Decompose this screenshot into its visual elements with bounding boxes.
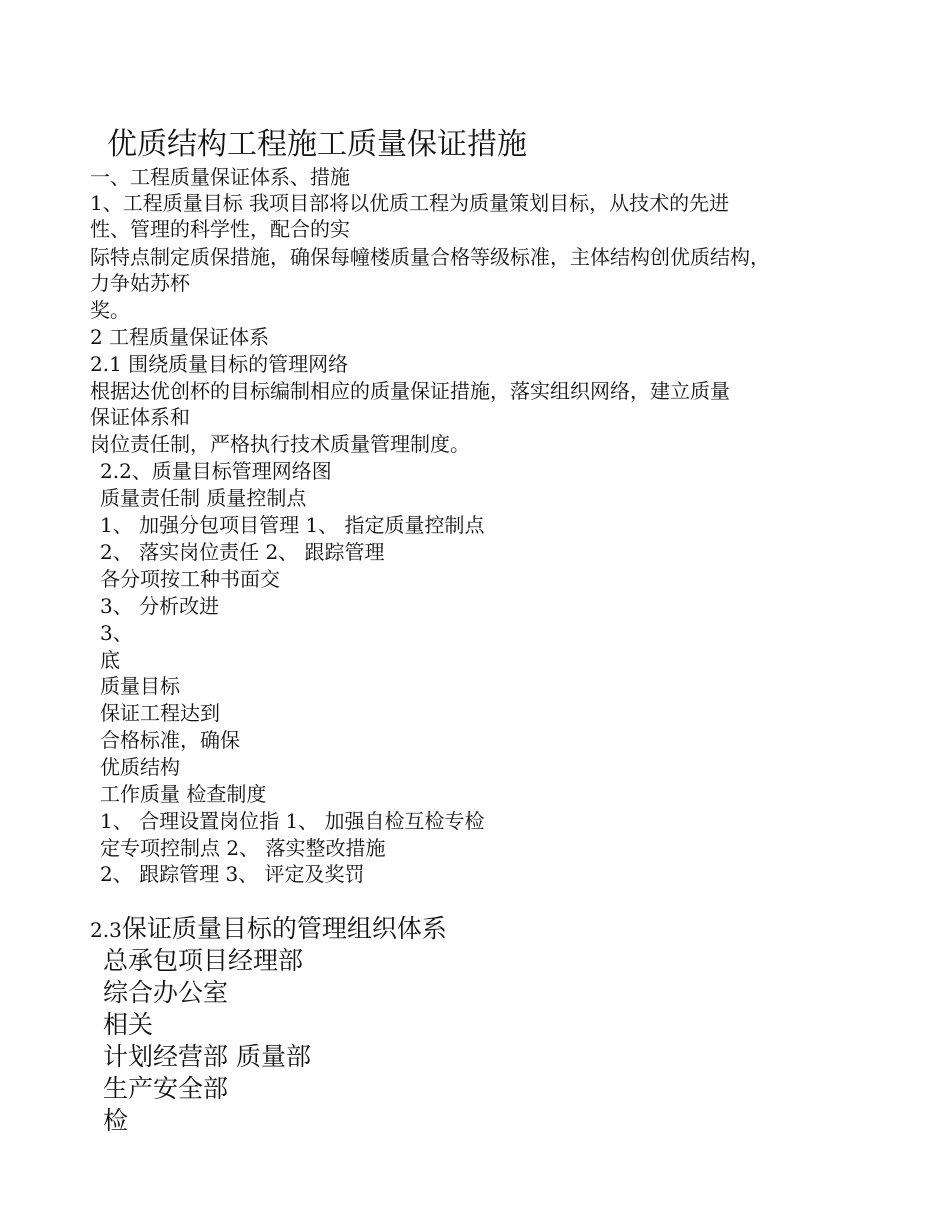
org-item: 相关	[103, 1010, 154, 1039]
paragraph-line: 力争姑苏杯	[90, 271, 190, 295]
paragraph-line: 1、工程质量目标 我项目部将以优质工程为质量策划目标，从技术的先进	[90, 191, 730, 215]
org-item: 计划经营部 质量部	[103, 1042, 311, 1071]
diagram-text-line: 2、 跟踪管理 3、 评定及奖罚	[100, 862, 365, 886]
section-heading-2-3	[90, 914, 447, 944]
section-number: 2.3	[90, 918, 122, 942]
diagram-text-line: 各分项按工种书面交	[100, 567, 280, 591]
diagram-text-line: 底	[100, 648, 120, 672]
diagram-text-line: 保证工程达到	[100, 701, 220, 725]
section-heading-1: 一、工程质量保证体系、措施	[90, 165, 350, 189]
diagram-text-line: 工作质量 检查制度	[100, 782, 267, 806]
diagram-text-line: 合格标准，确保	[100, 728, 240, 752]
diagram-text-line: 3、	[100, 621, 133, 645]
diagram-text-line: 3、 分析改进	[100, 594, 220, 618]
section-heading-2-2: 2.2、质量目标管理网络图	[100, 459, 332, 483]
page-title: 优质结构工程施工质量保证措施	[107, 127, 527, 162]
diagram-text-line: 1、 加强分包项目管理 1、 指定质量控制点	[100, 513, 485, 537]
paragraph-line: 际特点制定质保措施，确保每幢楼质量合格等级标准，主体结构创优质结构，	[90, 245, 770, 269]
paragraph-line: 根据达优创杯的目标编制相应的质量保证措施，落实组织网络，建立质量	[90, 379, 730, 403]
section-heading-2: 2 工程质量保证体系	[90, 325, 270, 349]
diagram-text-line: 质量责任制 质量控制点	[100, 486, 307, 510]
paragraph-line: 保证体系和	[90, 405, 190, 429]
paragraph-line: 岗位责任制，严格执行技术质量管理制度。	[90, 432, 470, 456]
org-item: 检	[103, 1106, 129, 1135]
section-heading-text: 保证质量目标的管理组织体系	[121, 914, 447, 943]
diagram-text-line: 质量目标	[100, 674, 180, 698]
section-heading-2-1: 2.1 围绕质量目标的管理网络	[90, 352, 349, 376]
diagram-text-line: 2、 落实岗位责任 2、 跟踪管理	[100, 540, 385, 564]
paragraph-line: 奖。	[90, 298, 130, 322]
org-item: 生产安全部	[103, 1074, 229, 1103]
diagram-text-line: 优质结构	[100, 755, 180, 779]
diagram-text-line: 1、 合理设置岗位指 1、 加强自检互检专检	[100, 809, 485, 833]
org-item: 总承包项目经理部	[103, 946, 304, 975]
paragraph-line: 性、管理的科学性，配合的实	[90, 217, 350, 241]
diagram-text-line: 定专项控制点 2、 落实整改措施	[100, 836, 386, 860]
org-item: 综合办公室	[103, 978, 229, 1007]
